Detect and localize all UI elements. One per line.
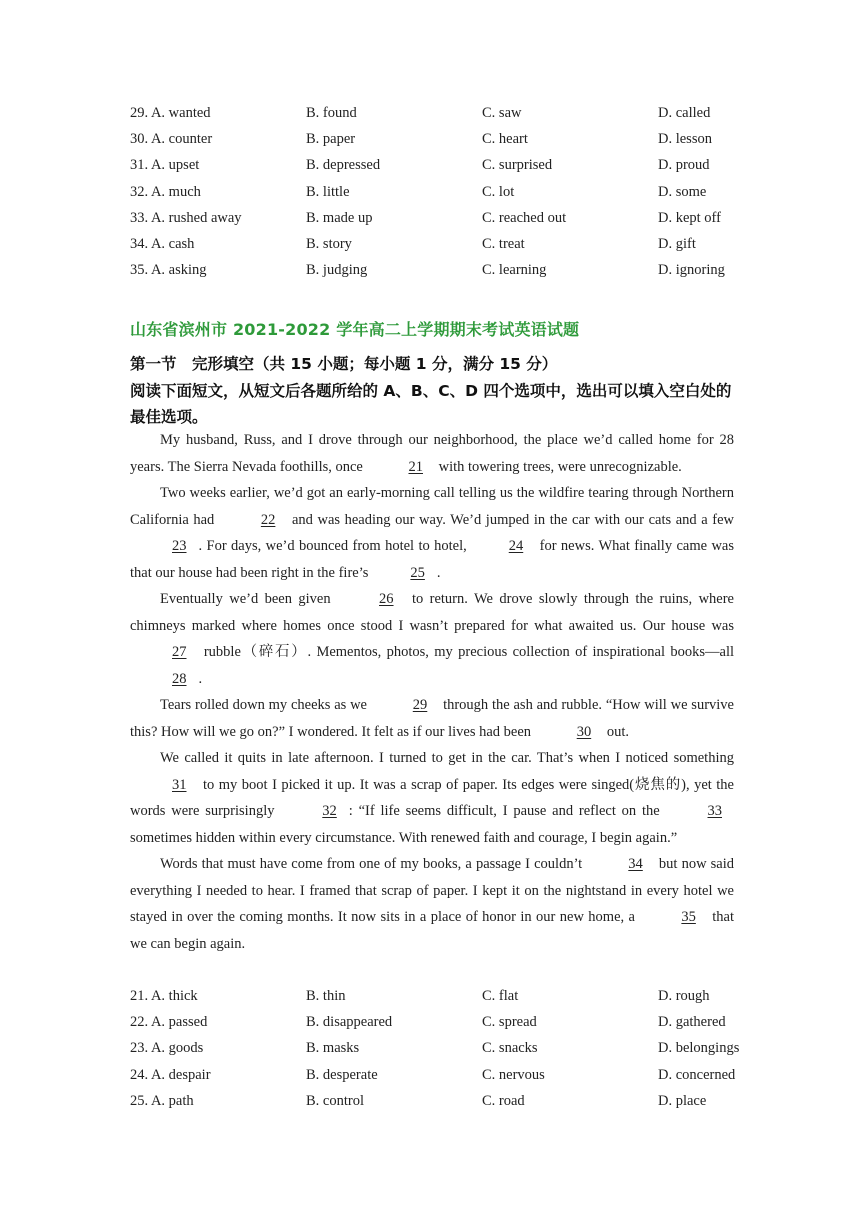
option-choice: B. made up [306, 209, 373, 226]
passage-text: to my boot I picked it up. It was a scrap of paper. Its edges were singed(烧焦的), yet the words were surprisingly [130, 776, 734, 819]
passage-text: and was heading our way. We’d jumped in the car with our cats and a few [287, 511, 734, 528]
option-choice: C. flat [482, 988, 519, 1004]
option-choice: B. control [306, 1092, 364, 1109]
option-row [130, 126, 750, 152]
option-choice: D. proud [658, 157, 710, 174]
passage-paragraph [130, 851, 734, 957]
passage-paragraph [130, 692, 734, 745]
passage-paragraph [130, 427, 734, 480]
passage-text: Two weeks earlier, we’d got an early-morning call telling us the wildfire tearing through Northern California had [130, 485, 734, 528]
passage-paragraph [130, 745, 734, 851]
option-choice: D. gathered [658, 1014, 726, 1031]
option-choice: C. reached out [482, 209, 567, 226]
option-choice: D. called [658, 105, 711, 121]
passage-text: through the ash and rubble. “How will we survive this? How will we go on?” I wondered. It felt as if our lives had been [130, 697, 734, 740]
passage-text: We called it quits in late afternoon. I turned to get in the car. That’s when I noticed something [160, 750, 734, 766]
passage-text: My husband, Russ, and I drove through our neighborhood, the place we’d called home for 28 years. The Sierra Nevada foothills, once [130, 432, 734, 475]
passage-text: : “If life seems difficult, I pause and reflect on the [348, 803, 666, 819]
passage-text: out. [603, 723, 629, 740]
option-choice: B. depressed [306, 157, 381, 174]
option-choice: D. place [658, 1092, 707, 1109]
option-row [130, 1088, 750, 1114]
passage-text: but now said everything I needed to hear. I framed that scrap of paper. I kept it on the nightstand in every hotel we stayed in over the coming months. It now sits in a place of honor in our new home, a [130, 856, 735, 925]
option-row [130, 1035, 750, 1061]
option-choice: 33. A. rushed away [130, 209, 242, 226]
option-row [130, 152, 750, 178]
passage-text: . [198, 670, 203, 687]
option-choice: D. ignoring [658, 262, 725, 279]
option-choice: C. saw [482, 105, 522, 121]
options-list-29-35 [130, 100, 750, 283]
option-choice: C. spread [482, 1014, 537, 1031]
option-choice: C. road [482, 1092, 525, 1109]
option-choice: B. judging [306, 262, 368, 279]
option-row [130, 983, 750, 1009]
option-choice: C. surprised [482, 157, 553, 174]
passage-text: for news. What finally came was that our house had been right in the fire’s [130, 538, 734, 581]
cloze-blank-30: 30 [576, 723, 592, 740]
option-choice: C. heart [482, 131, 528, 148]
option-choice: C. nervous [482, 1066, 545, 1083]
passage-paragraph [130, 586, 734, 692]
cloze-blank-32: 32 [322, 803, 337, 819]
section-instruction: 阅读下面短文，从短文后各题所给的 A、B、C、D 四个选项中，选出可以填入空白处的最佳选项。 [130, 382, 732, 426]
option-choice: B. little [306, 183, 350, 200]
option-choice: B. masks [306, 1040, 360, 1057]
cloze-blank-34: 34 [628, 856, 643, 872]
option-choice: 29. A. wanted [130, 105, 211, 121]
cloze-blank-29: 29 [412, 697, 428, 713]
passage-text: Tears rolled down my cheeks as we [160, 697, 371, 713]
passage-text: that we can begin again. [130, 909, 734, 952]
cloze-blank-21: 21 [408, 458, 423, 475]
option-choice: 25. A. path [130, 1092, 194, 1109]
passage-text: . For days, we’d bounced from hotel to hotel, [198, 538, 467, 554]
cloze-blank-33: 33 [707, 803, 722, 819]
option-row [130, 1009, 750, 1035]
passage-text: Words that must have come from one of my books, a passage I couldn’t [160, 856, 587, 872]
option-choice: 30. A. counter [130, 131, 213, 148]
passage-paragraph [130, 480, 734, 586]
option-choice: C. learning [482, 262, 547, 279]
cloze-passage [130, 427, 734, 957]
passage-text: Eventually we’d been given [160, 591, 338, 607]
option-choice: C. lot [482, 183, 515, 200]
option-choice: 23. A. goods [130, 1040, 204, 1057]
option-choice: 21. A. thick [130, 988, 198, 1004]
option-choice: 32. A. much [130, 183, 201, 200]
option-choice: B. paper [306, 131, 356, 148]
option-choice: 34. A. cash [130, 235, 195, 252]
option-choice: B. found [306, 105, 357, 121]
option-choice: B. disappeared [306, 1014, 393, 1031]
options-list-21-25 [130, 983, 750, 1114]
option-choice: B. thin [306, 988, 346, 1004]
option-choice: D. rough [658, 988, 710, 1004]
passage-text: . [436, 564, 441, 581]
cloze-blank-25: 25 [410, 564, 425, 581]
cloze-blank-31: 31 [172, 776, 187, 793]
option-choice: 24. A. despair [130, 1066, 211, 1083]
section-title: 山东省滨州市 2021-2022 学年高二上学期期末考试英语试题 [130, 320, 580, 339]
cloze-blank-22: 22 [260, 511, 276, 528]
cloze-blank-24: 24 [508, 538, 524, 554]
option-choice: B. desperate [306, 1066, 378, 1083]
section-subtitle: 第一节 完形填空（共 15 小题；每小题 1 分，满分 15 分） [130, 355, 558, 373]
option-choice: D. belongings [658, 1040, 740, 1057]
option-row [130, 257, 750, 283]
passage-text: to return. We drove slowly through the ruins, where chimneys marked where homes once stood I wasn’t prepared for what awaited us. Our house was [130, 591, 734, 634]
cloze-blank-23: 23 [172, 538, 187, 554]
cloze-blank-26: 26 [379, 591, 394, 607]
option-row [130, 100, 750, 126]
option-row [130, 179, 750, 205]
passage-text: sometimes hidden within every circumstance. With renewed faith and courage, I begin again.” [130, 829, 678, 846]
cloze-blank-28: 28 [172, 670, 187, 687]
passage-text: with towering trees, were unrecognizable. [434, 458, 682, 475]
option-choice: 35. A. asking [130, 262, 207, 279]
option-choice: C. treat [482, 235, 525, 252]
option-choice: B. story [306, 235, 352, 252]
option-row [130, 231, 750, 257]
option-row [130, 1062, 750, 1088]
option-choice: D. gift [658, 235, 696, 252]
option-choice: D. some [658, 183, 707, 200]
option-choice: D. concerned [658, 1066, 736, 1083]
passage-text: rubble（碎石）. Mementos, photos, my precious collection of inspirational books—all [198, 644, 734, 660]
option-row [130, 205, 750, 231]
option-choice: C. snacks [482, 1040, 538, 1057]
option-choice: D. lesson [658, 131, 712, 148]
option-choice: 31. A. upset [130, 157, 200, 174]
option-choice: D. kept off [658, 209, 721, 226]
cloze-blank-27: 27 [172, 644, 187, 660]
cloze-blank-35: 35 [681, 909, 696, 925]
option-choice: 22. A. passed [130, 1014, 208, 1031]
